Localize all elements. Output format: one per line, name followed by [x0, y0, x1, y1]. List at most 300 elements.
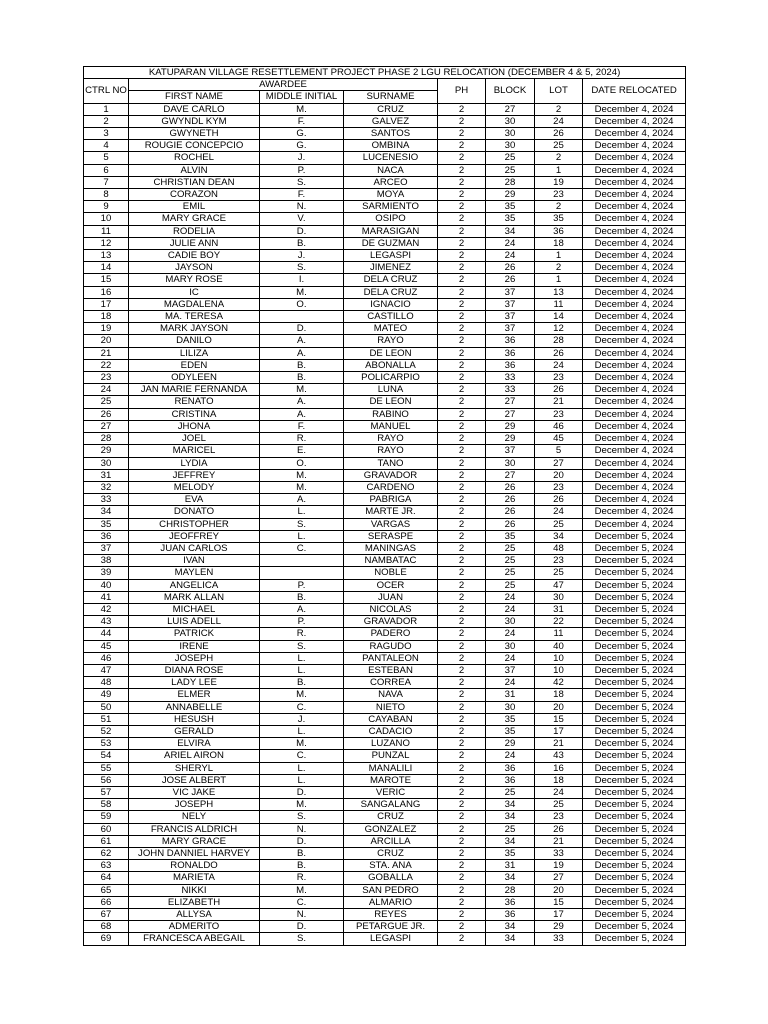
first-name-cell: ALVIN	[129, 164, 260, 176]
ph-cell: 2	[438, 262, 486, 274]
ph-cell: 2	[438, 591, 486, 603]
date-relocated-cell: December 5, 2024	[583, 555, 686, 567]
ph-cell: 2	[438, 286, 486, 298]
block-cell: 24	[486, 250, 535, 262]
date-relocated-cell: December 5, 2024	[583, 701, 686, 713]
ph-cell: 2	[438, 152, 486, 164]
surname-cell: TANO	[344, 457, 438, 469]
lot-cell: 40	[535, 640, 583, 652]
middle-initial-cell: B.	[260, 359, 344, 371]
surname-cell: CRUZ	[344, 811, 438, 823]
block-cell: 36	[486, 774, 535, 786]
block-cell: 26	[486, 481, 535, 493]
block-cell: 24	[486, 628, 535, 640]
middle-initial-cell: D.	[260, 225, 344, 237]
ph-cell: 2	[438, 909, 486, 921]
block-cell: 35	[486, 848, 535, 860]
middle-initial-cell: M.	[260, 884, 344, 896]
first-name-cell: ELIZABETH	[129, 896, 260, 908]
block-cell: 29	[486, 420, 535, 432]
block-cell: 34	[486, 921, 535, 933]
surname-cell: GOBALLA	[344, 872, 438, 884]
date-relocated-cell: December 4, 2024	[583, 469, 686, 481]
ph-cell: 2	[438, 469, 486, 481]
ctrl-no-cell: 1	[84, 103, 129, 115]
ph-cell: 2	[438, 372, 486, 384]
date-relocated-cell: December 4, 2024	[583, 384, 686, 396]
lot-cell: 23	[535, 481, 583, 493]
date-relocated-cell: December 5, 2024	[583, 872, 686, 884]
table-row	[84, 115, 686, 127]
table-row	[84, 616, 686, 628]
lot-cell: 42	[535, 677, 583, 689]
surname-cell: LEGASPI	[344, 933, 438, 945]
ph-cell: 2	[438, 335, 486, 347]
ph-cell: 2	[438, 567, 486, 579]
lot-cell: 48	[535, 542, 583, 554]
block-cell: 27	[486, 408, 535, 420]
ph-cell: 2	[438, 396, 486, 408]
surname-cell: NACA	[344, 164, 438, 176]
surname-cell: NAMBATAC	[344, 555, 438, 567]
ph-cell: 2	[438, 762, 486, 774]
ctrl-no-cell: 28	[84, 433, 129, 445]
lot-cell: 28	[535, 335, 583, 347]
date-relocated-cell: December 4, 2024	[583, 286, 686, 298]
block-cell: 36	[486, 762, 535, 774]
lot-cell: 33	[535, 933, 583, 945]
ctrl-no-cell: 63	[84, 860, 129, 872]
first-name-cell: RONALDO	[129, 860, 260, 872]
lot-cell: 33	[535, 848, 583, 860]
date-relocated-cell: December 4, 2024	[583, 494, 686, 506]
first-name-cell: MELODY	[129, 481, 260, 493]
ctrl-no-cell: 69	[84, 933, 129, 945]
block-cell: 37	[486, 298, 535, 310]
table-row	[84, 359, 686, 371]
ph-cell: 2	[438, 689, 486, 701]
date-relocated-cell: December 5, 2024	[583, 616, 686, 628]
date-relocated-cell: December 4, 2024	[583, 518, 686, 530]
ctrl-no-cell: 15	[84, 274, 129, 286]
lot-cell: 15	[535, 896, 583, 908]
surname-cell: SANTOS	[344, 128, 438, 140]
first-name-cell: VIC JAKE	[129, 786, 260, 798]
surname-cell: PADERO	[344, 628, 438, 640]
ctrl-no-cell: 64	[84, 872, 129, 884]
block-cell: 29	[486, 189, 535, 201]
ph-cell: 2	[438, 664, 486, 676]
first-name-cell: JOSEPH	[129, 652, 260, 664]
block-cell: 36	[486, 347, 535, 359]
title-row	[84, 67, 686, 79]
first-name-cell: JOEL	[129, 433, 260, 445]
date-relocated-cell: December 4, 2024	[583, 506, 686, 518]
date-relocated-cell: December 5, 2024	[583, 738, 686, 750]
middle-initial-cell: M.	[260, 738, 344, 750]
ctrl-no-cell: 57	[84, 786, 129, 798]
table-row	[84, 799, 686, 811]
ctrl-no-cell: 4	[84, 140, 129, 152]
ctrl-no-cell: 18	[84, 311, 129, 323]
table-row	[84, 494, 686, 506]
first-name-cell: PATRICK	[129, 628, 260, 640]
ctrl-no-cell: 42	[84, 603, 129, 615]
surname-cell: CADACIO	[344, 725, 438, 737]
date-relocated-cell: December 4, 2024	[583, 152, 686, 164]
date-relocated-cell: December 4, 2024	[583, 262, 686, 274]
surname-cell: STA. ANA	[344, 860, 438, 872]
date-relocated-cell: December 4, 2024	[583, 225, 686, 237]
middle-initial-cell: B.	[260, 372, 344, 384]
lot-cell: 25	[535, 518, 583, 530]
ph-cell: 2	[438, 628, 486, 640]
table-row	[84, 286, 686, 298]
first-name-cell: ANNABELLE	[129, 701, 260, 713]
date-relocated-cell: December 4, 2024	[583, 237, 686, 249]
surname-cell: RABINO	[344, 408, 438, 420]
surname-cell: RAYO	[344, 445, 438, 457]
ph-cell: 2	[438, 933, 486, 945]
date-relocated-cell: December 4, 2024	[583, 201, 686, 213]
ctrl-no-cell: 38	[84, 555, 129, 567]
lot-cell: 2	[535, 262, 583, 274]
ph-cell: 2	[438, 823, 486, 835]
table-row	[84, 201, 686, 213]
lot-cell: 21	[535, 396, 583, 408]
block-cell: 26	[486, 262, 535, 274]
table-row	[84, 603, 686, 615]
table-row	[84, 762, 686, 774]
ph-cell: 2	[438, 811, 486, 823]
block-cell: 35	[486, 213, 535, 225]
lot-cell: 29	[535, 921, 583, 933]
ph-cell: 2	[438, 433, 486, 445]
ctrl-no-cell: 30	[84, 457, 129, 469]
middle-initial-cell: J.	[260, 250, 344, 262]
ctrl-no-cell: 9	[84, 201, 129, 213]
ctrl-no-cell: 33	[84, 494, 129, 506]
table-row	[84, 872, 686, 884]
middle-initial-cell: M.	[260, 799, 344, 811]
table-row	[84, 506, 686, 518]
table-row	[84, 555, 686, 567]
first-name-cell: ADMERITO	[129, 921, 260, 933]
ctrl-no-cell: 29	[84, 445, 129, 457]
date-relocated-cell: December 4, 2024	[583, 433, 686, 445]
date-relocated-cell: December 5, 2024	[583, 640, 686, 652]
table-row	[84, 408, 686, 420]
surname-cell: LUZANO	[344, 738, 438, 750]
middle-initial-cell: O.	[260, 457, 344, 469]
first-name-cell: ELVIRA	[129, 738, 260, 750]
middle-initial-cell: L.	[260, 664, 344, 676]
ctrl-no-cell: 13	[84, 250, 129, 262]
lot-cell: 24	[535, 115, 583, 127]
lot-cell: 43	[535, 750, 583, 762]
lot-cell: 1	[535, 274, 583, 286]
table-row	[84, 372, 686, 384]
table-row	[84, 738, 686, 750]
ph-cell: 2	[438, 128, 486, 140]
block-cell: 31	[486, 860, 535, 872]
middle-initial-cell: F.	[260, 420, 344, 432]
table-row	[84, 128, 686, 140]
block-cell: 30	[486, 457, 535, 469]
date-relocated-cell: December 5, 2024	[583, 786, 686, 798]
block-cell: 35	[486, 725, 535, 737]
ph-cell: 2	[438, 140, 486, 152]
surname-cell: ABONALLA	[344, 359, 438, 371]
header-surname: SURNAME	[344, 91, 438, 103]
middle-initial-cell: M.	[260, 469, 344, 481]
lot-cell: 23	[535, 555, 583, 567]
surname-cell: MARASIGAN	[344, 225, 438, 237]
ph-cell: 2	[438, 518, 486, 530]
surname-cell: CASTILLO	[344, 311, 438, 323]
lot-cell: 21	[535, 835, 583, 847]
block-cell: 26	[486, 506, 535, 518]
table-row	[84, 530, 686, 542]
table-row	[84, 701, 686, 713]
first-name-cell: GWYNETH	[129, 128, 260, 140]
surname-cell: POLICARPIO	[344, 372, 438, 384]
first-name-cell: MARY GRACE	[129, 835, 260, 847]
ph-cell: 2	[438, 872, 486, 884]
date-relocated-cell: December 4, 2024	[583, 359, 686, 371]
table-row	[84, 445, 686, 457]
ctrl-no-cell: 53	[84, 738, 129, 750]
ctrl-no-cell: 52	[84, 725, 129, 737]
block-cell: 30	[486, 701, 535, 713]
lot-cell: 2	[535, 103, 583, 115]
middle-initial-cell: V.	[260, 213, 344, 225]
middle-initial-cell: N.	[260, 909, 344, 921]
block-cell: 27	[486, 469, 535, 481]
lot-cell: 18	[535, 237, 583, 249]
surname-cell: ESTEBAN	[344, 664, 438, 676]
middle-initial-cell: O.	[260, 298, 344, 310]
ctrl-no-cell: 8	[84, 189, 129, 201]
surname-cell: SERASPE	[344, 530, 438, 542]
ctrl-no-cell: 67	[84, 909, 129, 921]
ph-cell: 2	[438, 457, 486, 469]
surname-cell: NOBLE	[344, 567, 438, 579]
middle-initial-cell: A.	[260, 347, 344, 359]
table-row	[84, 628, 686, 640]
middle-initial-cell: L.	[260, 506, 344, 518]
first-name-cell: ROCHEL	[129, 152, 260, 164]
ctrl-no-cell: 44	[84, 628, 129, 640]
lot-cell: 16	[535, 762, 583, 774]
middle-initial-cell: R.	[260, 433, 344, 445]
table-row	[84, 384, 686, 396]
block-cell: 36	[486, 335, 535, 347]
first-name-cell: JEOFFREY	[129, 530, 260, 542]
table-row	[84, 750, 686, 762]
first-name-cell: JOSE ALBERT	[129, 774, 260, 786]
first-name-cell: ALLYSA	[129, 909, 260, 921]
block-cell: 34	[486, 811, 535, 823]
surname-cell: VERIC	[344, 786, 438, 798]
first-name-cell: MARIETA	[129, 872, 260, 884]
surname-cell: ARCEO	[344, 176, 438, 188]
lot-cell: 2	[535, 152, 583, 164]
lot-cell: 17	[535, 909, 583, 921]
table-row	[84, 896, 686, 908]
table-title: KATUPARAN VILLAGE RESETTLEMENT PROJECT PHASE 2 LGU RELOCATION (DECEMBER 4 & 5, 2024)	[84, 67, 686, 79]
first-name-cell: CHRISTOPHER	[129, 518, 260, 530]
surname-cell: NAVA	[344, 689, 438, 701]
first-name-cell: MARY GRACE	[129, 213, 260, 225]
middle-initial-cell: A.	[260, 603, 344, 615]
surname-cell: MATEO	[344, 323, 438, 335]
first-name-cell: EDEN	[129, 359, 260, 371]
surname-cell: CRUZ	[344, 103, 438, 115]
lot-cell: 10	[535, 664, 583, 676]
first-name-cell: LUIS ADELL	[129, 616, 260, 628]
surname-cell: REYES	[344, 909, 438, 921]
middle-initial-cell: S.	[260, 176, 344, 188]
date-relocated-cell: December 5, 2024	[583, 774, 686, 786]
first-name-cell: RODELIA	[129, 225, 260, 237]
table-row	[84, 189, 686, 201]
surname-cell: DE LEON	[344, 347, 438, 359]
first-name-cell: DANILO	[129, 335, 260, 347]
date-relocated-cell: December 4, 2024	[583, 445, 686, 457]
middle-initial-cell: E.	[260, 445, 344, 457]
middle-initial-cell: C.	[260, 896, 344, 908]
first-name-cell: RENATO	[129, 396, 260, 408]
header-middle-initial: MIDDLE INITIAL	[260, 91, 344, 103]
lot-cell: 31	[535, 603, 583, 615]
middle-initial-cell: S.	[260, 518, 344, 530]
first-name-cell: MARK ALLAN	[129, 591, 260, 603]
ctrl-no-cell: 65	[84, 884, 129, 896]
date-relocated-cell: December 4, 2024	[583, 115, 686, 127]
ph-cell: 2	[438, 237, 486, 249]
ctrl-no-cell: 36	[84, 530, 129, 542]
block-cell: 24	[486, 591, 535, 603]
lot-cell: 11	[535, 298, 583, 310]
block-cell: 37	[486, 664, 535, 676]
middle-initial-cell: D.	[260, 835, 344, 847]
ctrl-no-cell: 26	[84, 408, 129, 420]
ctrl-no-cell: 41	[84, 591, 129, 603]
surname-cell: PUNZAL	[344, 750, 438, 762]
date-relocated-cell: December 4, 2024	[583, 250, 686, 262]
surname-cell: DE GUZMAN	[344, 237, 438, 249]
middle-initial-cell: S.	[260, 640, 344, 652]
date-relocated-cell: December 5, 2024	[583, 530, 686, 542]
header-lot: LOT	[535, 79, 583, 103]
ctrl-no-cell: 54	[84, 750, 129, 762]
table-row	[84, 848, 686, 860]
middle-initial-cell: B.	[260, 237, 344, 249]
lot-cell: 17	[535, 725, 583, 737]
ph-cell: 2	[438, 713, 486, 725]
ctrl-no-cell: 16	[84, 286, 129, 298]
block-cell: 24	[486, 750, 535, 762]
ph-cell: 2	[438, 384, 486, 396]
table-row	[84, 909, 686, 921]
ph-cell: 2	[438, 445, 486, 457]
first-name-cell: IC	[129, 286, 260, 298]
middle-initial-cell: A.	[260, 494, 344, 506]
first-name-cell: JHONA	[129, 420, 260, 432]
first-name-cell: JULIE ANN	[129, 237, 260, 249]
middle-initial-cell: L.	[260, 652, 344, 664]
ph-cell: 2	[438, 408, 486, 420]
ctrl-no-cell: 31	[84, 469, 129, 481]
date-relocated-cell: December 4, 2024	[583, 311, 686, 323]
ctrl-no-cell: 20	[84, 335, 129, 347]
middle-initial-cell: F.	[260, 189, 344, 201]
ph-cell: 2	[438, 799, 486, 811]
ctrl-no-cell: 40	[84, 579, 129, 591]
block-cell: 25	[486, 567, 535, 579]
surname-cell: IGNACIO	[344, 298, 438, 310]
ctrl-no-cell: 34	[84, 506, 129, 518]
ctrl-no-cell: 23	[84, 372, 129, 384]
middle-initial-cell: M.	[260, 481, 344, 493]
surname-cell: NICOLAS	[344, 603, 438, 615]
table-row	[84, 677, 686, 689]
date-relocated-cell: December 5, 2024	[583, 579, 686, 591]
ph-cell: 2	[438, 164, 486, 176]
first-name-cell: ROUGIE CONCEPCIO	[129, 140, 260, 152]
date-relocated-cell: December 5, 2024	[583, 848, 686, 860]
lot-cell: 20	[535, 884, 583, 896]
block-cell: 27	[486, 103, 535, 115]
middle-initial-cell: A.	[260, 408, 344, 420]
ph-cell: 2	[438, 835, 486, 847]
lot-cell: 21	[535, 738, 583, 750]
table-row	[84, 640, 686, 652]
lot-cell: 20	[535, 701, 583, 713]
date-relocated-cell: December 5, 2024	[583, 835, 686, 847]
ctrl-no-cell: 51	[84, 713, 129, 725]
block-cell: 35	[486, 201, 535, 213]
ctrl-no-cell: 68	[84, 921, 129, 933]
middle-initial-cell: J.	[260, 713, 344, 725]
date-relocated-cell: December 5, 2024	[583, 603, 686, 615]
block-cell: 25	[486, 786, 535, 798]
middle-initial-cell: B.	[260, 591, 344, 603]
first-name-cell: MARICEL	[129, 445, 260, 457]
block-cell: 26	[486, 274, 535, 286]
middle-initial-cell: R.	[260, 872, 344, 884]
lot-cell: 26	[535, 494, 583, 506]
block-cell: 33	[486, 372, 535, 384]
first-name-cell: JOHN DANNIEL HARVEY	[129, 848, 260, 860]
block-cell: 28	[486, 884, 535, 896]
ctrl-no-cell: 59	[84, 811, 129, 823]
ctrl-no-cell: 5	[84, 152, 129, 164]
surname-cell: ALMARIO	[344, 896, 438, 908]
table-row	[84, 567, 686, 579]
block-cell: 25	[486, 579, 535, 591]
ph-cell: 2	[438, 347, 486, 359]
ctrl-no-cell: 60	[84, 823, 129, 835]
lot-cell: 36	[535, 225, 583, 237]
ph-cell: 2	[438, 774, 486, 786]
block-cell: 27	[486, 396, 535, 408]
surname-cell: CRUZ	[344, 848, 438, 860]
table-row	[84, 811, 686, 823]
lot-cell: 11	[535, 628, 583, 640]
middle-initial-cell: C.	[260, 750, 344, 762]
